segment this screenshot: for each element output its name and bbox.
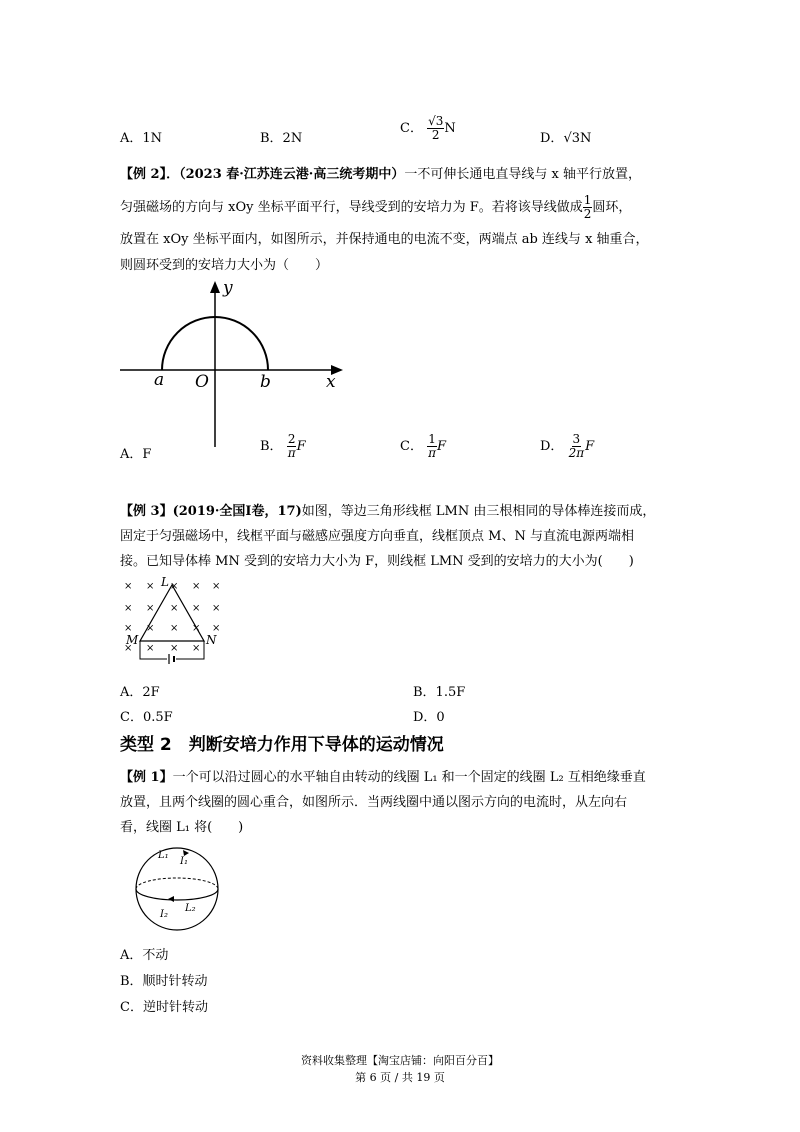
label-i2: I₂ [160, 909, 168, 920]
svg-text:×: × [146, 623, 155, 634]
section-title: 类型 2 判断安培力作用下导体的运动情况 [120, 735, 444, 755]
option-d-value: √3N [563, 131, 592, 146]
point-b-label: b [260, 372, 271, 392]
example3-label: 【例 3】(2019·全国Ⅰ卷，17) [120, 504, 302, 519]
option-d-prefix: D． [540, 131, 564, 146]
example1-line1-text: 一个可以沿过圆心的水平轴自由转动的线圈 L₁ 和一个固定的线圈 L₂ 互相绝缘垂直 [172, 770, 646, 785]
svg-text:×: × [146, 643, 155, 654]
semicircle-figure [115, 275, 355, 455]
example2-line2-text: 匀强磁场的方向与 xOy 坐标平面平行，导线受到的安培力为 F。若将该导线做成 [120, 200, 583, 215]
ex3-option-a: A．2F [120, 685, 160, 700]
svg-text:×: × [124, 643, 133, 654]
svg-text:×: × [146, 581, 155, 592]
half-num: 1 [583, 193, 592, 207]
ex3-option-c: C．0.5F [120, 710, 173, 725]
example2-line4: 则圆环受到的安培力大小为（ ） [120, 258, 329, 273]
svg-text:×: × [124, 581, 133, 592]
half-den: 2 [583, 207, 592, 221]
example1-line2: 放置，且两个线圈的圆心重合，如图所示．当两线圈中通以图示方向的电流时，从左向右 [120, 795, 628, 810]
example2-source: （2023 春·江苏连云港·高三统考期中） [179, 167, 405, 182]
example3-line1-text: 如图，等边三角形线框 LMN 由三根相同的导体棒连接而成， [301, 504, 656, 519]
ex2-option-d-den: 2π [568, 446, 585, 460]
option-a: A．1N [120, 131, 163, 146]
ex1-option-a: A．不动 [120, 948, 169, 963]
ex2-option-b-num: 2 [287, 432, 296, 446]
coil-l2-back [136, 878, 218, 889]
ex2-option-d-frac [568, 433, 586, 460]
example1-label: 【例 1】 [120, 770, 173, 785]
vertex-m-label: M [126, 633, 139, 647]
ex2-option-a [120, 443, 151, 462]
example3-line3: 接。已知导体棒 MN 受到的安培力大小为 F，则线框 LMN 受到的安培力的大小为( ) [120, 554, 634, 569]
footer-page-number: 第 6 页 / 共 19 页 [355, 1071, 445, 1084]
ex2-option-b-prefix: B． [260, 439, 283, 454]
ex2-option-b-F: F [296, 439, 306, 454]
option-c-fraction [427, 115, 444, 142]
example2-label: 【例 2】． [120, 167, 180, 182]
svg-text:×: × [192, 603, 201, 614]
ex2-option-d [540, 433, 594, 460]
coil-l2-front [136, 889, 218, 900]
ex2-option-b-den: π [287, 446, 296, 460]
option-c-num: √3 [428, 114, 444, 128]
ex1-option-b: B．顺时针转动 [120, 974, 208, 989]
ex2-option-d-F: F [585, 439, 595, 454]
label-l2: L₂ [185, 903, 196, 914]
svg-text:×: × [124, 623, 133, 634]
example2-line1-text: 一不可伸长通电直导线与 x 轴平行放置， [404, 167, 641, 182]
ex3-option-b: B．1.5F [413, 685, 466, 700]
example2-line3: 放置在 xOy 坐标平面内，如图所示，并保持通电的电流不变，两端点 ab 连线与 x 轴重合， [120, 232, 649, 247]
svg-text:×: × [146, 603, 155, 614]
svg-text:×: × [212, 603, 221, 614]
half-fraction [583, 194, 593, 221]
ex2-option-a-text: A．F [120, 447, 152, 462]
svg-text:×: × [192, 581, 201, 592]
option-c [400, 115, 456, 142]
svg-text:×: × [170, 581, 179, 592]
svg-text:×: × [212, 623, 221, 634]
triangle-frame-figure [118, 575, 228, 667]
example1-line3: 看，线圈 L₁ 将( ) [120, 820, 244, 835]
point-a-label: a [154, 370, 165, 390]
option-b: B．2N [260, 131, 303, 146]
svg-text:×: × [212, 581, 221, 592]
svg-text:×: × [170, 603, 179, 614]
ex2-option-b [260, 433, 306, 460]
option-d [540, 127, 591, 146]
svg-text:×: × [170, 643, 179, 654]
coils-figure [118, 845, 238, 935]
svg-text:×: × [192, 643, 201, 654]
example3-line2: 固定于匀强磁场中，线框平面与磁感应强度方向垂直，线框顶点 M、N 与直流电源两端相 [120, 529, 634, 544]
label-l1: L₁ [158, 850, 169, 861]
ex2-option-d-prefix: D． [540, 439, 564, 454]
current-i2-arrow [168, 896, 174, 902]
label-i1: I₁ [180, 856, 188, 867]
ex2-option-c-frac [427, 433, 437, 460]
origin-label: O [195, 372, 209, 392]
svg-text:×: × [192, 623, 201, 634]
ex2-option-d-num: 3 [572, 432, 581, 446]
option-c-den: 2 [431, 128, 440, 142]
ex2-option-c-den: π [428, 446, 436, 460]
x-label: x [326, 372, 336, 392]
ex2-option-c-num: 1 [428, 432, 436, 446]
option-c-prefix: C． [400, 121, 423, 136]
ex2-option-c-F: F [436, 439, 447, 454]
y-axis-arrow [210, 281, 220, 293]
example2-line2-end: 圆环， [592, 200, 632, 215]
ex2-option-c [400, 433, 446, 460]
svg-text:×: × [170, 623, 179, 634]
vertex-l-label: L [161, 575, 169, 589]
ex2-option-c-prefix: C． [400, 439, 423, 454]
footer-source: 资料收集整理【淘宝店铺：向阳百分百】 [301, 1054, 499, 1067]
coil-l1 [136, 848, 218, 930]
ex1-option-c: C．逆时针转动 [120, 1000, 208, 1015]
option-c-unit: N [444, 121, 456, 136]
example2-line2 [120, 193, 631, 223]
svg-text:×: × [124, 603, 133, 614]
vertex-n-label: N [206, 633, 217, 647]
y-label: y [223, 278, 233, 298]
ex3-option-d: D．0 [413, 710, 445, 725]
example2-line1 [120, 160, 641, 190]
ex2-option-b-frac [287, 433, 297, 460]
